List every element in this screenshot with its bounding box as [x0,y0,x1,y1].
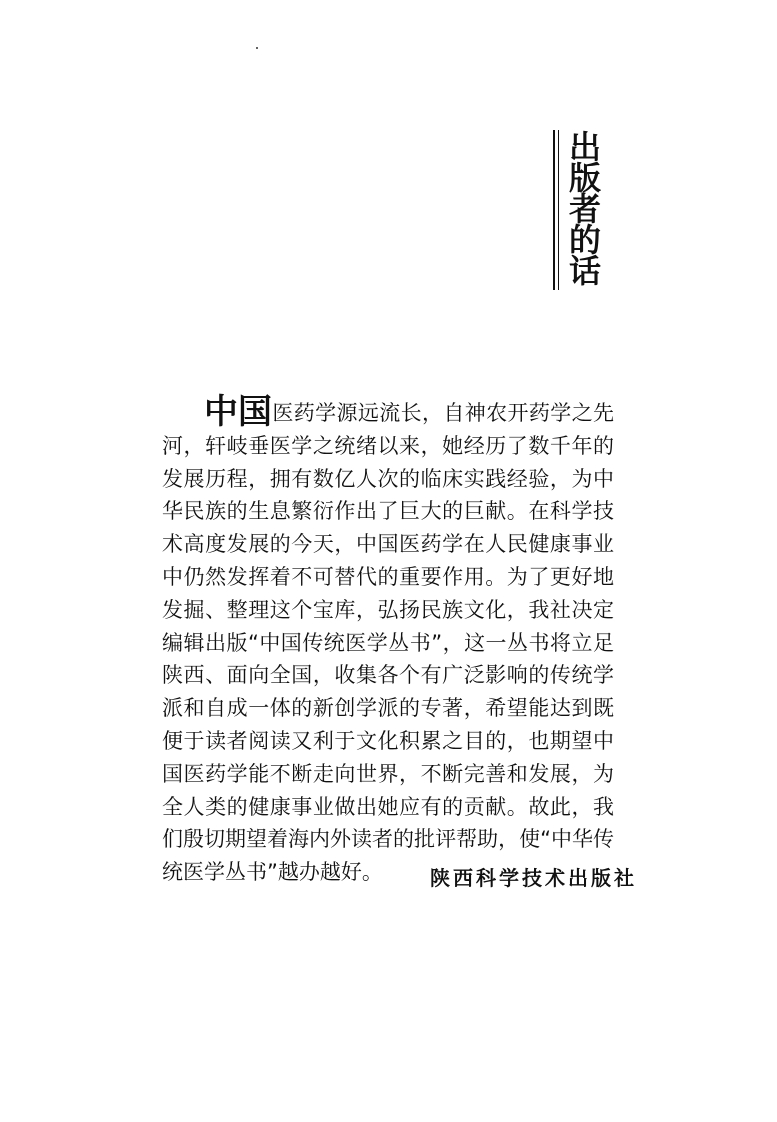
vertical-title-block [553,130,605,290]
page-speck [256,47,258,49]
title-rule-thick [553,130,555,290]
body-text: 医药学源远流长，自神农开药学之先河，轩岐垂医学之统绪以来，她经历了数千年的发展历程，拥有数亿人次的临床实践经验，为中华民族的生息繁衍作出了巨大的巨献。在科学技术高度发展的今天，中国医药学在人民健康事业中仍然发挥着不可替代的重要作用。为了更好地发掘、整理这个宝库，弘扬民族文化，我社决定编辑出版“中国传统医学丛书”，这一丛书将立足陕西、面向全国，收集各个有广泛影响的传统学派和自成一体的新创学派的专著，希望能达到既便于读者阅读又利于文化积累之目的，也期望中国医药学能不断走向世界，不断完善和发展，为全人类的健康事业做出她应有的贡献。故此，我们殷切期望着海内外读者的批评帮助，使“中华传统医学丛书”越办越好。 [162,401,614,885]
body-paragraph [162,392,614,889]
publisher-signature: 陕西科学技术出版社 [430,866,637,890]
lead-characters: 中国 [204,392,272,432]
title-rule-thin [558,130,559,290]
page-title: 出版者的话 [564,130,602,285]
